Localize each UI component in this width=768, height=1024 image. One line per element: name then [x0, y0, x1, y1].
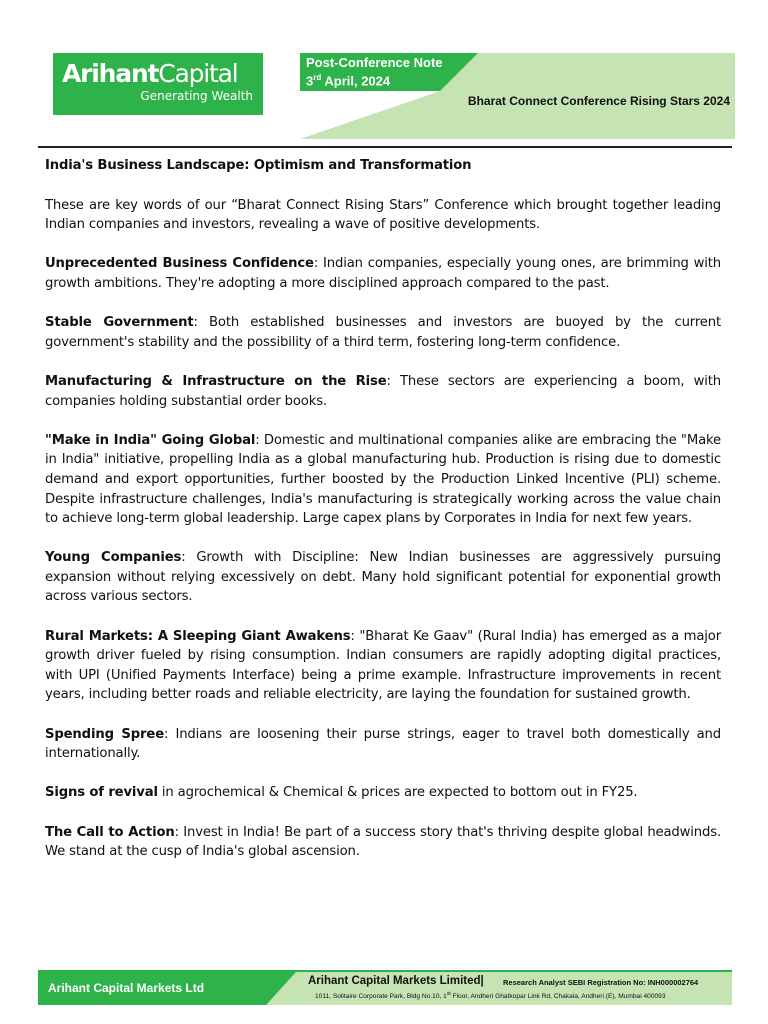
section-paragraph	[45, 254, 721, 293]
footer-registration: Research Analyst SEBI Registration No: INH000002764	[503, 978, 699, 987]
section-text: Invest in India! Be part of a success story that's thriving despite global headwinds. We stand at the cusp of India's global ascension.	[45, 824, 721, 860]
date-suffix: rd	[313, 73, 322, 82]
intro-paragraph: These are key words of our “Bharat Connect Rising Stars” Conference which brought together leading Indian companies and investors, revealing a wave of positive developments.	[45, 197, 721, 233]
footer-separator: |	[480, 975, 484, 987]
section-title: Stable Government	[45, 315, 194, 331]
section-text: These sectors are experiencing a boom, with companies holding substantial order books.	[45, 373, 721, 409]
section-text: Domestic and multinational companies alike are embracing the "Make in India" initiative, propelling India as a global manufacturing hub. Production is rising due to domestic demand and export opportunities, further boosted by the Production Linked Incentive (PLI) scheme. Despite infrastructure challenges, India's manufacturing is strategically working across the value chain to achieve long-term global leadership. Large capex plans by Corporates in India for next few years.	[45, 432, 721, 527]
logo-tagline: Generating Wealth	[140, 89, 253, 103]
section-text: Both established businesses and investors are buoyed by the current government's stability and the possibility of a third term, fostering long-term confidence.	[45, 315, 721, 350]
section-text: Growth with Discipline: New Indian businesses are aggressively pursuing expansion without relying excessively on debt. Many hold significant potential for exponential growth across various sectors.	[45, 550, 721, 605]
footer-address	[315, 991, 666, 1000]
footer-company-label: Arihant Capital Markets Ltd	[48, 981, 205, 995]
section-title: Unprecedented Business Confidence	[45, 256, 314, 272]
section-sep: :	[193, 315, 210, 331]
section-title: Young Companies	[45, 550, 182, 566]
address-end: Floor, Andheri Ghatkopar Link Rd, Chakala, Andheri (E), Mumbai 400093	[450, 993, 666, 1001]
section-title: Spending Spree	[45, 726, 164, 742]
section-paragraph	[45, 783, 721, 803]
footer-company-text: Arihant Capital Markets Limited	[308, 975, 481, 987]
date-rest: April, 2024	[321, 73, 391, 89]
header-divider	[38, 146, 732, 148]
section-paragraph	[45, 548, 721, 607]
date-day: 3	[306, 73, 314, 89]
section-paragraph	[45, 431, 721, 529]
section-paragraph	[45, 313, 721, 352]
section-paragraph	[45, 627, 721, 705]
section-text: "Bharat Ke Gaav" (Rural India) has emerged as a major growth driver fueled by rising consumption. Indian consumers are rapidly adopting digital practices, with UPI (Unified Payments Interface) being a prime example. Infrastructure improvements in recent years, including better roads and reliable electricity, are laying the foundation for sustained growth.	[45, 628, 721, 703]
logo-name-thin: Capital	[158, 59, 238, 88]
address-sup: st	[446, 991, 451, 997]
address-start: 1011, Solitaire Corporate Park, Bldg No.10, 1	[315, 993, 447, 1001]
document-heading: India's Business Landscape: Optimism and Transformation	[45, 158, 472, 173]
note-date	[306, 73, 390, 88]
logo-wordmark	[62, 60, 263, 88]
section-title: Rural Markets: A Sleeping Giant Awakens	[45, 628, 351, 644]
section-text: in agrochemical & Chemical & prices are expected to bottom out in FY25.	[161, 785, 638, 801]
section-title: Signs of revival	[45, 785, 158, 801]
logo-name-bold: Arihant	[62, 59, 159, 88]
section-title: Manufacturing & Infrastructure on the Rise	[45, 373, 387, 389]
section-paragraph	[45, 823, 721, 862]
section-sep: :	[350, 628, 360, 644]
section-sep: :	[164, 726, 176, 742]
section-sep: :	[181, 550, 197, 566]
section-text: Indians are loosening their purse strings, eager to travel both domestically and internationally.	[45, 726, 721, 762]
document-body	[45, 156, 721, 881]
conference-title: Bharat Connect Conference Rising Stars 2024	[467, 94, 730, 108]
company-logo	[53, 53, 263, 115]
footer-company-name	[308, 975, 484, 987]
section-text: Indian companies, especially young ones, are brimming with growth ambitions. They're adopting a more disciplined approach compared to the past.	[45, 256, 722, 291]
section-paragraph	[45, 372, 721, 411]
note-label: Post-Conference Note	[306, 55, 443, 70]
section-paragraph	[45, 725, 721, 764]
section-sep: :	[255, 432, 264, 448]
section-title: The Call to Action	[45, 824, 175, 840]
section-sep: :	[386, 373, 400, 389]
section-title: "Make in India" Going Global	[45, 432, 256, 448]
footer-top-rule	[38, 970, 732, 972]
section-sep: :	[174, 824, 184, 840]
section-sep: :	[313, 256, 324, 272]
